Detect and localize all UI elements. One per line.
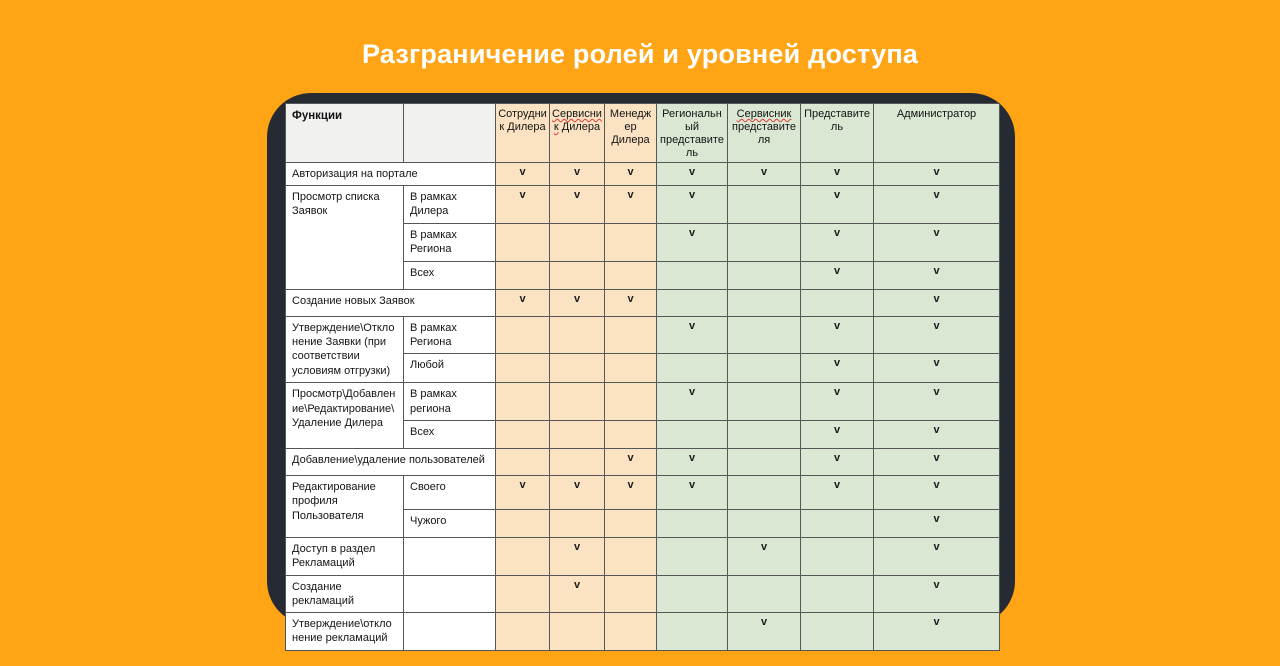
permission-cell: v <box>801 186 874 224</box>
permission-cell: v <box>657 186 728 224</box>
permission-cell: v <box>496 162 550 185</box>
permission-cell <box>550 261 605 289</box>
table-row <box>286 448 1000 475</box>
permission-cell: v <box>657 383 728 421</box>
permission-cell <box>728 354 801 383</box>
permission-cell <box>605 509 657 537</box>
permission-cell: v <box>874 575 1000 613</box>
column-header-empty <box>404 104 496 163</box>
permission-cell: v <box>605 289 657 316</box>
permission-cell <box>496 448 550 475</box>
permission-cell: v <box>728 162 801 185</box>
function-cell: Редактирование профиля Пользователя <box>286 475 404 537</box>
permission-cell <box>496 509 550 537</box>
misspelled-word: Сервисник <box>552 108 602 133</box>
permission-cell <box>728 316 801 354</box>
permission-cell: v <box>605 162 657 185</box>
permission-cell: v <box>550 186 605 224</box>
permission-cell <box>728 186 801 224</box>
column-header-regional-representative: Региональный представитель <box>657 104 728 163</box>
permission-cell <box>605 613 657 651</box>
scope-cell <box>404 537 496 575</box>
permission-cell <box>728 383 801 421</box>
permission-cell <box>801 613 874 651</box>
permission-cell <box>550 354 605 383</box>
column-header-administrator: Администратор <box>874 104 1000 163</box>
column-header-dealer-manager: Менеджер Дилера <box>605 104 657 163</box>
permission-cell <box>605 383 657 421</box>
header-word: Дилера <box>561 120 601 133</box>
column-header-representative: Представитель <box>801 104 874 163</box>
permission-cell <box>550 509 605 537</box>
permission-cell: v <box>550 537 605 575</box>
permission-cell: v <box>801 420 874 448</box>
permission-cell: v <box>874 186 1000 224</box>
function-cell: Доступ в раздел Рекламаций <box>286 537 404 575</box>
permission-cell <box>657 261 728 289</box>
permission-cell <box>657 537 728 575</box>
column-header-dealer-servicer <box>550 104 605 163</box>
permission-cell <box>496 316 550 354</box>
column-header-dealer-employee: Сотрудник Дилера <box>496 104 550 163</box>
table-row <box>286 383 1000 421</box>
permission-cell <box>801 537 874 575</box>
function-cell: Просмотр\Добавление\Редактирование\Удаление Дилера <box>286 383 404 449</box>
permission-cell <box>728 261 801 289</box>
permission-cell: v <box>605 475 657 509</box>
table-row <box>286 537 1000 575</box>
permission-cell: v <box>801 475 874 509</box>
scope-cell: В рамках Региона <box>404 316 496 354</box>
table-container <box>285 103 999 645</box>
permission-cell <box>550 383 605 421</box>
permission-cell: v <box>801 383 874 421</box>
permission-cell <box>550 224 605 262</box>
header-word: представителя <box>732 120 796 146</box>
permission-cell <box>801 575 874 613</box>
function-cell: Утверждение\Отклонение Заявки (при соответствии условиям отгрузки) <box>286 316 404 383</box>
permission-cell <box>550 420 605 448</box>
table-row <box>286 289 1000 316</box>
table-row <box>286 316 1000 354</box>
permission-cell: v <box>657 475 728 509</box>
permission-cell <box>728 475 801 509</box>
permission-cell <box>605 316 657 354</box>
permission-cell: v <box>728 537 801 575</box>
permission-cell: v <box>874 448 1000 475</box>
permission-cell: v <box>874 613 1000 651</box>
table-row <box>286 613 1000 651</box>
function-cell: Авторизация на портале <box>286 162 496 185</box>
permission-cell: v <box>657 224 728 262</box>
permission-cell <box>605 354 657 383</box>
permission-cell: v <box>874 383 1000 421</box>
permission-cell: v <box>874 316 1000 354</box>
permission-cell: v <box>874 261 1000 289</box>
permission-cell: v <box>657 448 728 475</box>
permission-cell: v <box>874 420 1000 448</box>
function-cell: Просмотр списка Заявок <box>286 186 404 290</box>
function-cell: Создание рекламаций <box>286 575 404 613</box>
permission-cell <box>550 316 605 354</box>
table-panel <box>267 93 1015 645</box>
permission-cell <box>657 354 728 383</box>
permission-cell: v <box>801 162 874 185</box>
permission-cell <box>496 224 550 262</box>
permission-cell <box>728 575 801 613</box>
permission-cell <box>496 575 550 613</box>
permission-cell <box>728 420 801 448</box>
scope-cell: В рамках Дилера <box>404 186 496 224</box>
scope-cell: Любой <box>404 354 496 383</box>
permission-cell: v <box>550 289 605 316</box>
permission-cell <box>605 224 657 262</box>
roles-permissions-table <box>285 103 1000 651</box>
column-header-functions: Функции <box>286 104 404 163</box>
function-cell: Утверждение\отклонение рекламаций <box>286 613 404 651</box>
scope-cell: Чужого <box>404 509 496 537</box>
permission-cell <box>657 420 728 448</box>
scope-cell: Всех <box>404 261 496 289</box>
permission-cell <box>801 289 874 316</box>
permission-cell <box>550 613 605 651</box>
permission-cell <box>496 261 550 289</box>
permission-cell: v <box>874 289 1000 316</box>
misspelled-word: Сервисник <box>736 108 792 120</box>
permission-cell <box>605 575 657 613</box>
table-row <box>286 575 1000 613</box>
function-cell: Создание новых Заявок <box>286 289 496 316</box>
permission-cell: v <box>801 448 874 475</box>
permission-cell <box>657 613 728 651</box>
permission-cell <box>496 613 550 651</box>
scope-cell: В рамках Региона <box>404 224 496 262</box>
permission-cell: v <box>550 162 605 185</box>
table-row <box>286 475 1000 509</box>
permission-cell <box>496 354 550 383</box>
permission-cell: v <box>801 316 874 354</box>
table-row <box>286 162 1000 185</box>
permission-cell <box>496 537 550 575</box>
scope-cell <box>404 575 496 613</box>
scope-cell: В рамках региона <box>404 383 496 421</box>
permission-cell <box>657 575 728 613</box>
permission-cell <box>496 383 550 421</box>
column-header-representative-servicer <box>728 104 801 163</box>
permission-cell <box>657 509 728 537</box>
scope-cell: Всех <box>404 420 496 448</box>
permission-cell: v <box>657 316 728 354</box>
permission-cell: v <box>801 224 874 262</box>
permission-cell <box>801 509 874 537</box>
permission-cell: v <box>874 537 1000 575</box>
permission-cell: v <box>550 575 605 613</box>
permission-cell <box>728 224 801 262</box>
permission-cell: v <box>605 448 657 475</box>
permission-cell: v <box>874 162 1000 185</box>
permission-cell <box>605 261 657 289</box>
permission-cell: v <box>728 613 801 651</box>
scope-cell <box>404 613 496 651</box>
permission-cell: v <box>801 354 874 383</box>
permission-cell <box>605 537 657 575</box>
permission-cell <box>496 420 550 448</box>
permission-cell <box>728 509 801 537</box>
permission-cell <box>605 420 657 448</box>
permission-cell <box>728 289 801 316</box>
permission-cell: v <box>801 261 874 289</box>
permission-cell: v <box>496 475 550 509</box>
page-title: Разграничение ролей и уровней доступа <box>361 39 919 69</box>
permission-cell <box>657 289 728 316</box>
permission-cell <box>550 448 605 475</box>
permission-cell: v <box>657 162 728 185</box>
permission-cell: v <box>496 186 550 224</box>
permission-cell: v <box>605 186 657 224</box>
permission-cell: v <box>874 475 1000 509</box>
header-row <box>286 104 1000 163</box>
scope-cell: Своего <box>404 475 496 509</box>
permission-cell: v <box>874 509 1000 537</box>
permission-cell <box>728 448 801 475</box>
permission-cell: v <box>496 289 550 316</box>
function-cell: Добавление\удаление пользователей <box>286 448 496 475</box>
permission-cell: v <box>874 354 1000 383</box>
permission-cell: v <box>550 475 605 509</box>
table-row <box>286 186 1000 224</box>
permission-cell: v <box>874 224 1000 262</box>
